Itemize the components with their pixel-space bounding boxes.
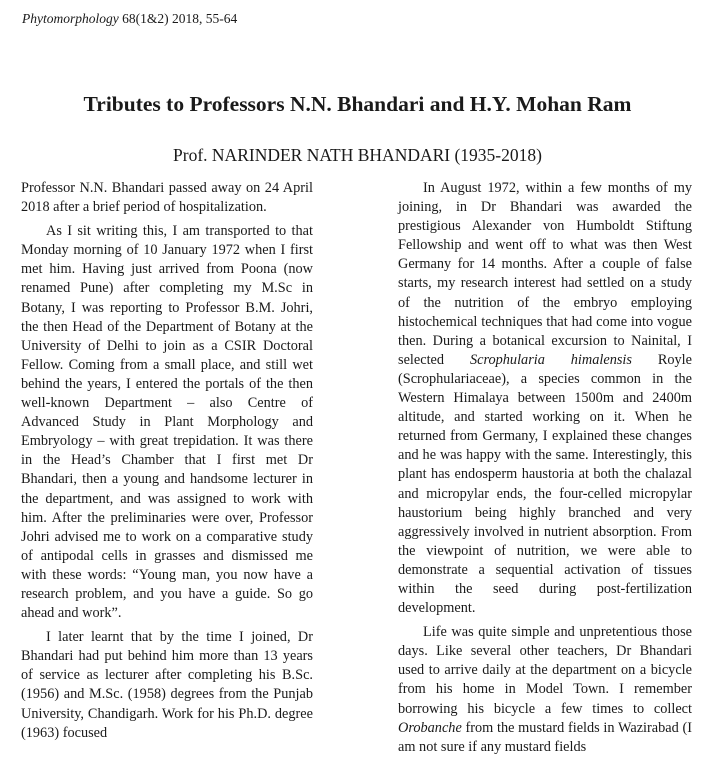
right-paragraph-2 xyxy=(398,623,692,757)
right-paragraph-2-text: Life was quite simple and unpretentious those days. Like several other teachers, Dr Bhandari used to arrive daily at the department on a bicycle from his home in Model Town. I remember borrowing his bicycle a few times to collect xyxy=(398,624,692,717)
left-paragraph-3: I later learnt that by the time I joined, Dr Bhandari had put behind him more than 13 years of service as lecturer after completing his B.Sc. (1956) and M.Sc. (1958) degrees from the Punjab University, Chandigarh. Work for his Ph.D. degree (1963) focused xyxy=(21,629,313,741)
journal-name: Phytomorphology xyxy=(22,11,119,26)
article-title: Tributes to Professors N.N. Bhandari and H.Y. Mohan Ram xyxy=(83,92,632,116)
article-subtitle: Prof. NARINDER NATH BHANDARI (1935-2018) xyxy=(173,145,542,165)
species-name: Scrophularia himalensis xyxy=(469,351,632,368)
right-paragraph-2-rest: from the mustard fields in Wazirabad (I am not sure if any mustard fields xyxy=(398,719,692,755)
right-paragraph-1-rest: Royle (Scrophulariaceae), a species common in the Western Himalaya between 1500m and 2400m altitude, and started working on it. When he returned from Germany, I explained these changes and he was happy with the same. Interestingly, this plant has endosperm haustoria at both the chalazal and micropylar ends, the four-celled micropylar haustorium being highly branched and very aggressively involved in nutrient absorption. From the viewpoint of nutrition, we were able to demonstrate a sequential activation of tissues within the seed during post-fertilization development. xyxy=(398,351,692,617)
left-column xyxy=(21,179,313,748)
right-paragraph-1 xyxy=(398,179,692,618)
right-paragraph-1-text: In August 1972, within a few months of my joining, in Dr Bhandari was awarded the prestigious Alexander von Humboldt Stiftung Fellowship and went off to what was then West Germany for 14 months. After a couple of false starts, my research interest had settled on a study of the nutrition of the embryo employing histochemical techniques that had come into vogue then. During a botanical excursion to Nainital, I selected xyxy=(398,180,692,368)
journal-citation: 68(1&2) 2018, 55-64 xyxy=(118,11,238,26)
right-column xyxy=(398,179,692,762)
left-paragraph-2: As I sit writing this, I am transported to that Monday morning of 10 January 1972 when I first met him. Having just arrived from Poona (now renamed Pune) after completing my M.Sc in Botany, I was reporting to Professor B.M. Johri, the then Head of the Department of Botany at the University of Delhi to join as a CSIR Doctoral Fellow. Coming from a small place, and still wet behind the years, I entered the portals of the then well-known Department – also Centre of Advanced Study in Plant Morphology and Embryology – with great trepidation. It was there in the Head’s Chamber that I first met Dr Bhandari, then a young and handsome lecturer in the department, and was assigned to work with him. After the preliminaries were over, Professor Johri advised me to work on a comparative study of antipodal cells in grasses and dismissed me with these words: “Young man, you now have a research problem, and you have a guide. So go ahead and work”. xyxy=(21,223,313,622)
running-head xyxy=(22,11,237,27)
left-paragraph-1: Professor N.N. Bhandari passed away on 24 April 2018 after a brief period of hospitalization. xyxy=(21,180,313,216)
genus-name: Orobanche xyxy=(398,719,462,736)
